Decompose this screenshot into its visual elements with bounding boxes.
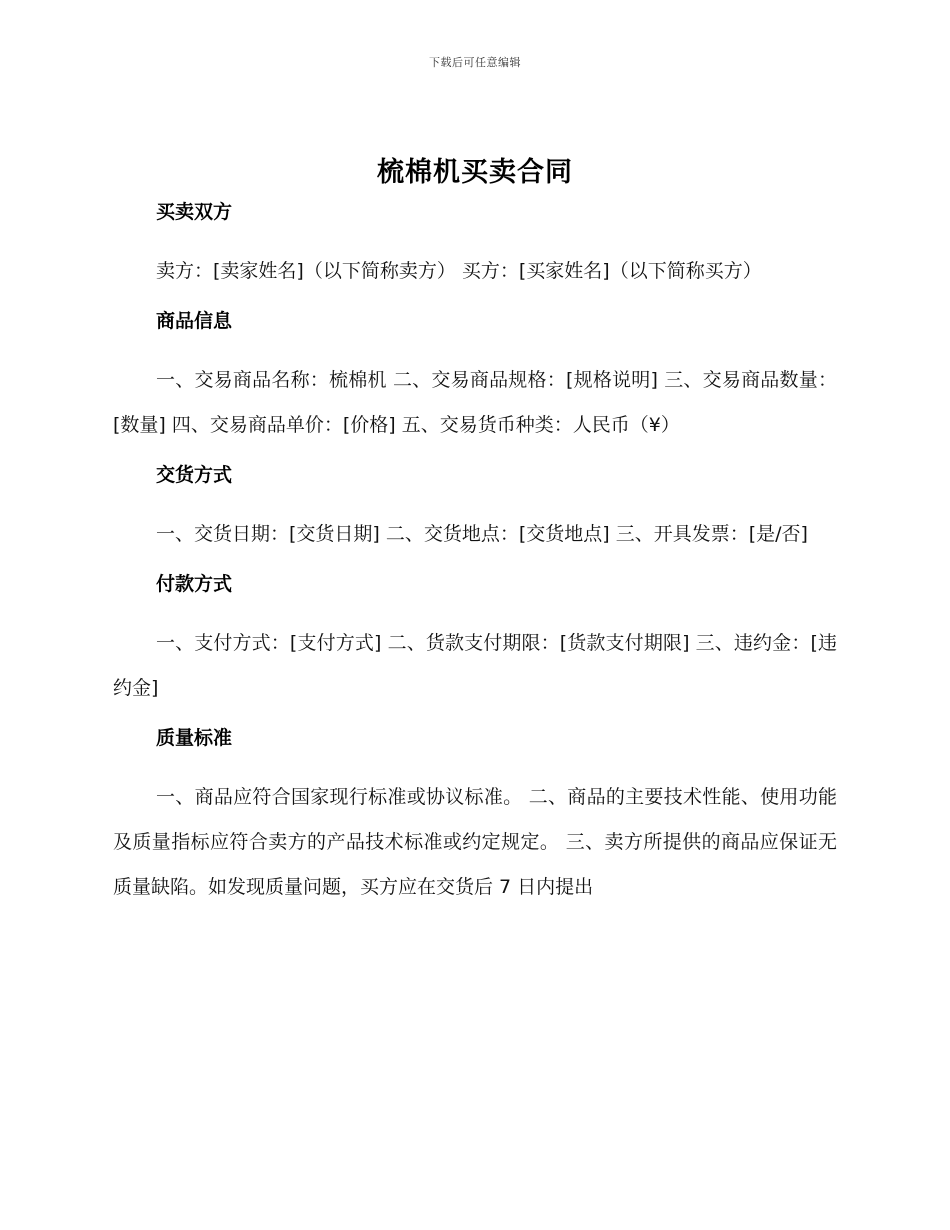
section-heading: 买卖双方 (156, 201, 233, 223)
section-heading: 质量标准 (156, 727, 233, 749)
section-payment (113, 567, 837, 711)
section-heading: 付款方式 (156, 573, 233, 595)
section-delivery (113, 458, 837, 557)
section-heading: 商品信息 (156, 310, 233, 332)
section-paragraph: 一、交易商品名称：梳棉机 二、交易商品规格：[规格说明] 三、交易商品数量：[数量] 四、交易商品单价：[价格] 五、交易货币种类：人民币（¥） (113, 369, 837, 436)
section-heading: 交货方式 (156, 464, 233, 486)
section-paragraph: 一、交货日期：[交货日期] 二、交货地点：[交货地点] 三、开具发票：[是/否] (156, 523, 808, 545)
section-paragraph: 卖方：[卖家姓名]（以下简称卖方） 买方：[买家姓名]（以下简称买方） (156, 260, 762, 282)
section-quality (113, 721, 837, 910)
section-parties (113, 195, 837, 294)
section-goods-info (113, 304, 837, 448)
section-paragraph: 一、支付方式：[支付方式] 二、货款支付期限：[货款支付期限] 三、违约金：[违约金] (113, 632, 837, 699)
page-title: 梳棉机买卖合同 (377, 157, 573, 188)
header-note: 下载后可任意编辑 (429, 56, 521, 69)
section-paragraph: 一、商品应符合国家现行标准或协议标准。 二、商品的主要技术性能、使用功能及质量指标应符合卖方的产品技术标准或约定规定。 三、卖方所提供的商品应保证无质量缺陷。如发现质量问题，买方应在交货后 7 日内提出 (113, 786, 837, 898)
document-body (113, 195, 837, 920)
